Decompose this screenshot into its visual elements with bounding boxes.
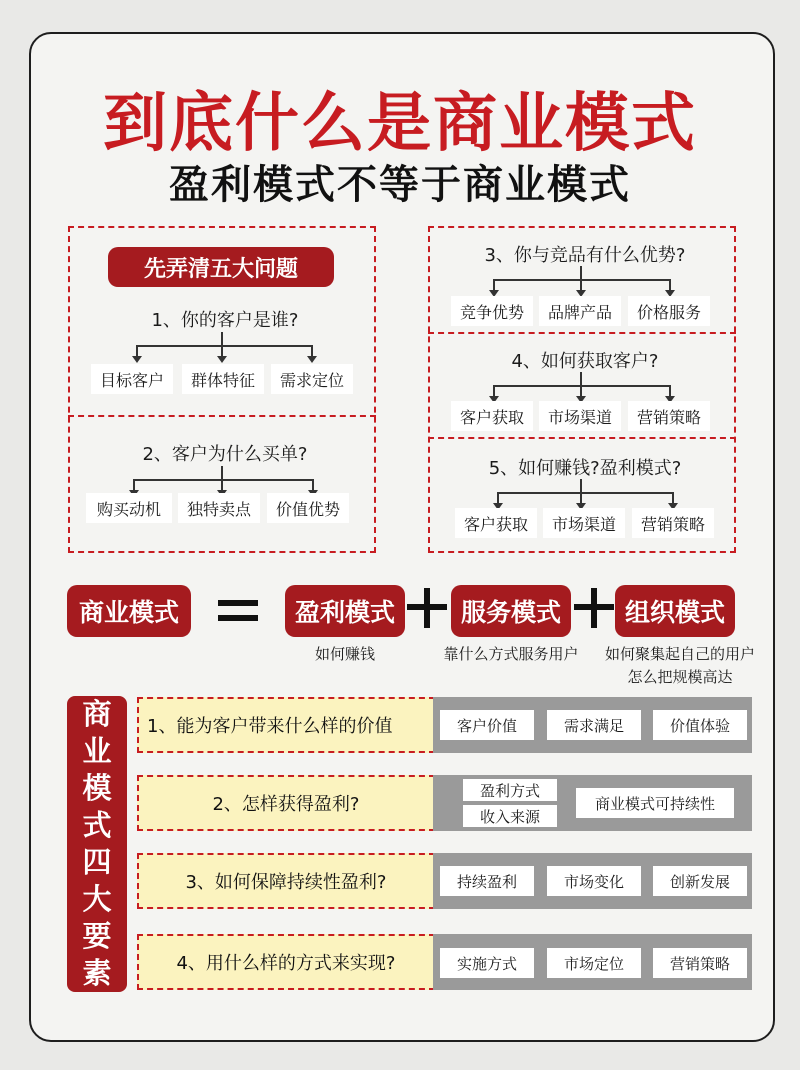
five-questions-tag: 先弄清五大问题 bbox=[108, 247, 334, 287]
q1-item-target-customer: 目标客户 bbox=[91, 364, 173, 394]
right-panel-divider-1 bbox=[428, 332, 736, 334]
row1-chip-customer-value: 客户价值 bbox=[440, 710, 534, 740]
tag-char: 要 bbox=[82, 919, 112, 953]
q5-item-channels: 市场渠道 bbox=[543, 508, 625, 538]
element-row-3-label: 3、如何保障持续性盈利? bbox=[185, 872, 387, 893]
element-row-1 bbox=[137, 697, 435, 753]
q3-item-price-service: 价格服务 bbox=[628, 296, 710, 326]
question-1: 1、你的客户是谁? bbox=[151, 310, 299, 331]
organization-model-tag: 组织模式 bbox=[615, 585, 735, 637]
tag-char: 模 bbox=[82, 771, 112, 805]
element-row-1-label: 1、能为客户带来什么样的价值 bbox=[147, 716, 393, 737]
question-3: 3、你与竞品有什么优势? bbox=[484, 245, 686, 266]
element-row-2-label: 2、怎样获得盈利? bbox=[212, 794, 360, 815]
q4-item-acquisition: 客户获取 bbox=[451, 401, 533, 431]
q3-item-brand-product: 品牌产品 bbox=[539, 296, 621, 326]
row4-chip-marketing: 营销策略 bbox=[653, 948, 747, 978]
tag-char: 业 bbox=[82, 734, 112, 768]
question-4: 4、如何获取客户? bbox=[511, 351, 659, 372]
business-model-tag: 商业模式 bbox=[67, 585, 191, 637]
q2-item-value-advantage: 价值优势 bbox=[267, 493, 349, 523]
right-panel-divider-2 bbox=[428, 437, 736, 439]
tag-char: 大 bbox=[82, 882, 112, 916]
row3-chip-innovation: 创新发展 bbox=[653, 866, 747, 896]
q3-item-competitive: 竞争优势 bbox=[451, 296, 533, 326]
service-model-tag: 服务模式 bbox=[451, 585, 571, 637]
tag-char: 式 bbox=[82, 808, 112, 842]
element-row-4-label: 4、用什么样的方式来实现? bbox=[176, 953, 396, 974]
question-2: 2、客户为什么买单? bbox=[142, 444, 308, 465]
row1-chip-demand-met: 需求满足 bbox=[547, 710, 641, 740]
left-panel-divider bbox=[68, 415, 376, 417]
row2-chip-sustainability: 商业模式可持续性 bbox=[576, 788, 734, 818]
profit-model-tag: 盈利模式 bbox=[285, 585, 405, 637]
row2-chip-profit-method: 盈利方式 bbox=[463, 779, 557, 801]
question-5: 5、如何赚钱?盈利模式? bbox=[488, 458, 682, 479]
q2-item-usp: 独特卖点 bbox=[178, 493, 260, 523]
q5-item-acquisition: 客户获取 bbox=[455, 508, 537, 538]
organization-model-caption-line1: 如何聚集起自己的用户 bbox=[604, 645, 755, 663]
page-title: 到底什么是商业模式 bbox=[103, 87, 697, 161]
q2-item-motivation: 购买动机 bbox=[86, 493, 172, 523]
tag-char: 四 bbox=[82, 845, 112, 879]
element-row-4 bbox=[137, 934, 435, 990]
row3-chip-sustained-profit: 持续盈利 bbox=[440, 866, 534, 896]
row1-chip-value-experience: 价值体验 bbox=[653, 710, 747, 740]
profit-model-caption: 如何赚钱 bbox=[314, 645, 375, 663]
tag-char: 素 bbox=[82, 956, 112, 990]
row4-chip-implementation: 实施方式 bbox=[440, 948, 534, 978]
row3-chip-market-change: 市场变化 bbox=[547, 866, 641, 896]
organization-model-caption-line2: 怎么把规模高达 bbox=[627, 668, 733, 686]
q4-item-channels: 市场渠道 bbox=[539, 401, 621, 431]
row4-chip-market-position: 市场定位 bbox=[547, 948, 641, 978]
row2-chip-revenue-source: 收入来源 bbox=[463, 805, 557, 827]
q4-item-marketing: 营销策略 bbox=[628, 401, 710, 431]
four-elements-tag bbox=[67, 696, 127, 992]
element-row-2 bbox=[137, 775, 435, 831]
tag-char: 商 bbox=[82, 697, 112, 731]
page-subtitle: 盈利模式不等于商业模式 bbox=[169, 162, 631, 208]
q1-item-group-traits: 群体特征 bbox=[182, 364, 264, 394]
q5-item-marketing: 营销策略 bbox=[632, 508, 714, 538]
service-model-caption: 靠什么方式服务用户 bbox=[443, 645, 579, 663]
element-row-3 bbox=[137, 853, 435, 909]
q1-item-demand-position: 需求定位 bbox=[271, 364, 353, 394]
